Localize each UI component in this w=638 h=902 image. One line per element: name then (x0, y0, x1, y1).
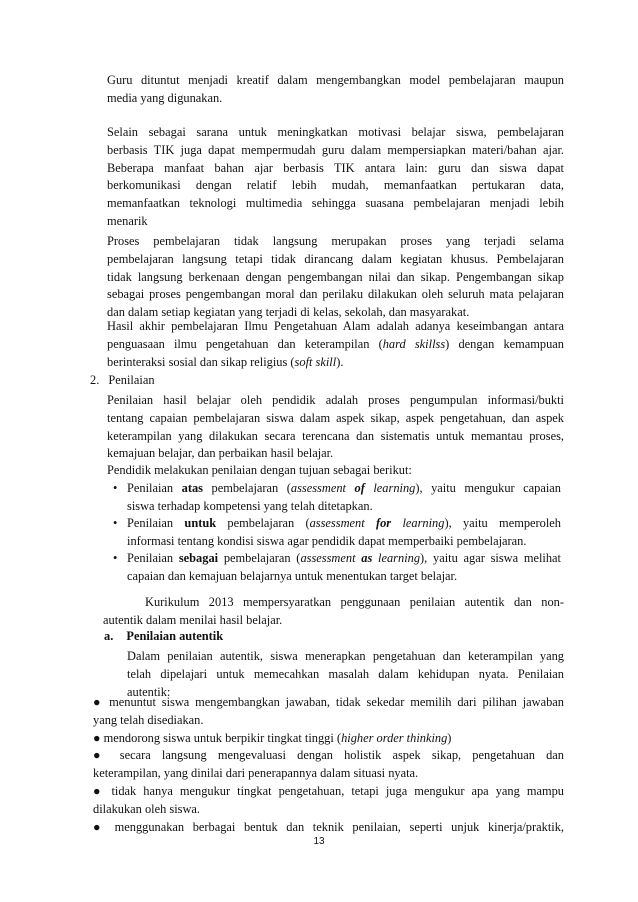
paragraph-assessment-purpose (107, 462, 564, 480)
list-item: ● secara langsung mengevaluasi dengan holistik aspek sikap, pengetahuan dan (93, 748, 564, 763)
text-line: Selain sebagai sarana untuk meningkatkan motivasi belajar siswa, pembelajaran (107, 125, 564, 139)
paragraph-teacher-creativity (107, 72, 564, 108)
list-item: Penilaian atas pembelajaran (assessment of learning), yaitu mengukur capaian siswa terhadap kompetensi yang telah ditetapkan. (127, 481, 561, 513)
list-item: ● mendorong siswa untuk berpikir tingkat tinggi (higher order thinking) (93, 730, 452, 745)
subsection-heading-authentic (104, 628, 223, 646)
section-number: 2. (90, 373, 100, 387)
bullet-icon: ● (93, 783, 105, 798)
list-item: Penilaian untuk pembelajaran (assessment for learning), yaitu memperoleh informasi tentang kondisi siswa agar pendidik dapat memperbaiki pembelajaran. (127, 516, 561, 548)
bullet-icon: • (113, 516, 118, 530)
page-number: 13 (313, 836, 325, 847)
text-line: autentik: (127, 684, 171, 699)
paragraph-curriculum-2013 (103, 594, 564, 630)
text-line: sebagai proses pengembangan moral dan perilaku dilakukan oleh seluruh mata pelajaran (107, 287, 564, 302)
list-item: ● menggunakan berbagai bentuk dan teknik penilaian, seperti unjuk kinerja/praktik, (93, 819, 564, 834)
text-line: Proses pembelajaran tidak langsung merupakan proses yang terjadi selama (107, 234, 564, 248)
text-line: dan dalam setiap kegiatan yang terjadi di kelas, sekolah, dan masyarakat. (107, 305, 470, 320)
subsection-letter: a. (104, 629, 114, 643)
text-line: tidak langsung berkenaan dengan pengembangan nilai dan sikap. Pengembangan sikap (107, 269, 564, 284)
bullet-icon: ● (93, 730, 101, 745)
text-line: Beberapa manfaat bahan ajar berbasis TIK antara lain: guru dan siswa dapat (107, 160, 564, 175)
italic-term: soft skill (294, 354, 337, 369)
italic-term: hard skillss (382, 336, 446, 351)
text-line: telah dipelajari untuk memecahkan masalah dalam kehidupan nyata. Penilaian (127, 666, 564, 681)
text-line: Penilaian hasil belajar oleh pendidik adalah proses pengumpulan informasi/bukti (107, 393, 564, 407)
text-line: Pendidik melakukan penilaian dengan tujuan sebagai berikut: (107, 463, 412, 477)
text-line: media yang digunakan. (107, 90, 223, 105)
text-line: Kurikulum 2013 mempersyaratkan penggunaan penilaian autentik dan non- (145, 595, 564, 609)
text-line: berbasis TIK juga dapat mempermudah guru dalam mempersiapkan materi/bahan ajar. (107, 142, 564, 157)
list-item-continuation: dilakukan oleh siswa. (93, 801, 201, 816)
list-item-continuation: keterampilan, yang dinilai dari penerapannya dalam situasi nyata. (93, 766, 419, 781)
text-line: berkomunikasi dengan relatif lebih mudah, memanfaatkan pertukaran data, (107, 178, 564, 193)
text-line: autentik dalam menilai hasil belajar. (103, 612, 283, 627)
text-line: Hasil akhir pembelajaran Ilmu Pengetahuan Alam adalah adanya keseimbangan antara (107, 319, 564, 333)
list-item-continuation: yang telah disediakan. (93, 712, 204, 727)
text-line: kemajuan belajar, dan perbaikan hasil belajar. (107, 446, 334, 461)
authentic-assessment-list (93, 694, 564, 836)
section-heading-penilaian (90, 372, 155, 390)
section-title: Penilaian (108, 373, 155, 387)
bullet-icon: ● (93, 748, 109, 763)
list-item: Penilaian sebagai pembelajaran (assessment as learning), yaitu agar siswa melihat capaian dan kemajuan belajarnya untuk menentukan target belajar. (127, 551, 561, 583)
text-line: pembelajaran langsung tetapi tidak dirancang dalam kegiatan khusus. Pembelajaran (107, 251, 564, 266)
subsection-title: Penilaian autentik (126, 629, 224, 643)
list-item: ● menuntut siswa mengembangkan jawaban, tidak sekedar memilih dari pilihan jawaban (93, 695, 565, 709)
paragraph-ict-benefits (107, 124, 564, 231)
text-line: penguasaan ilmu pengetahuan dan keterampilan (hard skillss) dengan kemampuan (107, 336, 564, 351)
text-line: berinteraksi sosial dan sikap religius (soft skill). (107, 354, 344, 369)
bullet-icon: ● (93, 819, 106, 834)
paragraph-learning-outcome (107, 318, 564, 371)
text-line: Dalam penilaian autentik, siswa menerapkan pengetahuan dan keterampilan yang (127, 649, 564, 663)
list-item: ● tidak hanya mengukur tingkat pengetahuan, tetapi juga mengukur apa yang mampu (93, 783, 564, 798)
paragraph-assessment-definition (107, 392, 564, 463)
text-line: tentang capaian pembelajaran siswa dalam aspek sikap, aspek pengetahuan, dan aspek (107, 410, 564, 425)
text-line: menarik (107, 213, 148, 228)
paragraph-indirect-learning (107, 233, 564, 322)
text-line: keterampilan yang dilakukan secara terencana dan sistematis untuk memantau proses, (107, 428, 564, 443)
text-line: memanfaatkan teknologi multimedia sehingga suasana pembelajaran menjadi lebih (107, 196, 564, 211)
bullet-icon: ● (93, 695, 104, 709)
text-line: Guru dituntut menjadi kreatif dalam mengembangkan model pembelajaran maupun (107, 73, 564, 87)
bullet-icon: • (113, 481, 118, 495)
bullet-icon: • (113, 551, 118, 565)
